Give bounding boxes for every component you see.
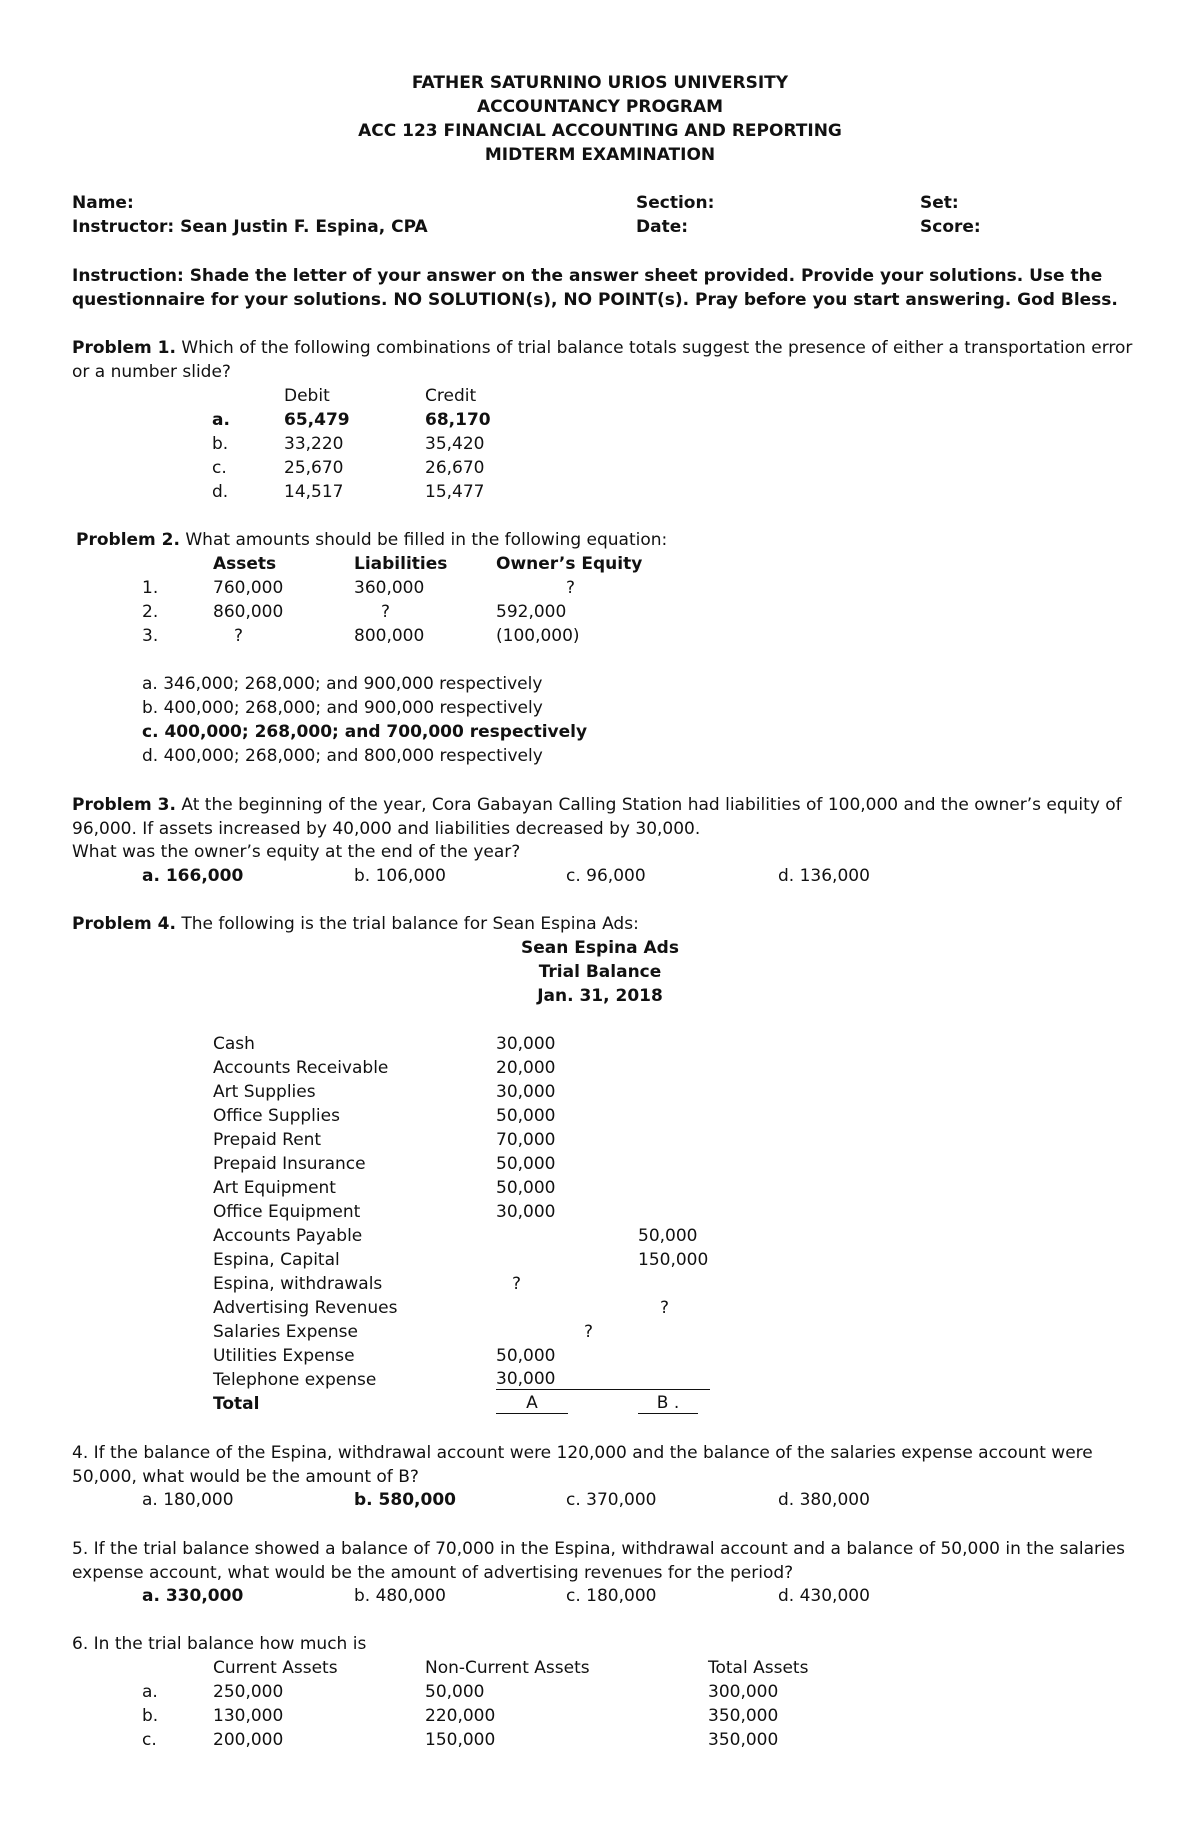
q6-row-total: 350,000 (708, 1706, 779, 1726)
tb-account-debit: 30,000 (496, 1202, 556, 1222)
problem-3-text (72, 793, 1142, 841)
tb-account-debit: ? (512, 1274, 522, 1294)
p1-row-credit: 35,420 (425, 434, 485, 454)
p1-row-letter: a. (212, 410, 230, 430)
problem-3-question: At the beginning of the year, Cora Gabayan Calling Station had liabilities of 100,000 and the owner’s equity of 96,000. If assets increased by 40,000 and liabilities decreased by 30,000. (72, 795, 1122, 839)
p2-equity-header: Owner’s Equity (496, 554, 643, 574)
p1-row-letter: d. (212, 482, 229, 502)
problem-2-label: Problem 2. (76, 530, 180, 550)
problem-1-question: Which of the following combinations of trial balance totals suggest the presence of either a transportation error or a number slide? (72, 338, 1133, 382)
p1-row-debit: 33,220 (284, 434, 344, 454)
q6-row-letter: b. (142, 1706, 159, 1726)
tb-account-name: Utilities Expense (213, 1346, 355, 1366)
section-label: Section: (636, 193, 715, 213)
p1-row-credit: 15,477 (425, 482, 485, 502)
q4-choice: d. 380,000 (778, 1490, 870, 1510)
problem-4-question: The following is the trial balance for Sean Espina Ads: (175, 914, 639, 934)
q5-choice: d. 430,000 (778, 1586, 870, 1606)
p1-row-credit: 26,670 (425, 458, 485, 478)
p1-row-credit: 68,170 (425, 410, 491, 430)
tb-account-credit: 150,000 (638, 1250, 709, 1270)
question-5-text: 5. If the trial balance showed a balance of 70,000 in the Espina, withdrawal account and a balance of 50,000 in the salaries expense account, what would be the amount of advertising revenues for the period? (72, 1539, 1126, 1583)
tb-account-name: Advertising Revenues (213, 1298, 398, 1318)
q5-choice: c. 180,000 (566, 1586, 657, 1606)
p3-choice: d. 136,000 (778, 866, 870, 886)
tb-account-debit: 50,000 (496, 1106, 556, 1126)
question-6-text: 6. In the trial balance how much is (72, 1634, 367, 1654)
p1-row-debit: 65,479 (284, 410, 350, 430)
tb-account-name: Telephone expense (213, 1370, 377, 1390)
p2-row-equity: (100,000) (496, 626, 580, 646)
q6-row-noncurrent: 50,000 (425, 1682, 485, 1702)
tb-account-name: Prepaid Insurance (213, 1154, 366, 1174)
question-4-text: 4. If the balance of the Espina, withdrawal account were 120,000 and the balance of the salaries expense account were 50,000, what would be the amount of B? (72, 1443, 1093, 1487)
p2-row-liab: ? (381, 602, 391, 622)
tb-account-name: Prepaid Rent (213, 1130, 322, 1150)
p2-row-liab: 800,000 (354, 626, 425, 646)
q5-choice: a. 330,000 (142, 1586, 244, 1606)
p2-assets-header: Assets (213, 554, 277, 574)
q6-total-header: Total Assets (708, 1658, 809, 1678)
problem-1-text (72, 336, 1142, 384)
q5-choice: b. 480,000 (354, 1586, 446, 1606)
q6-noncurrent-header: Non-Current Assets (425, 1658, 590, 1678)
q4-choice: b. 580,000 (354, 1490, 456, 1510)
q6-row-letter: a. (142, 1682, 158, 1702)
q6-row-noncurrent: 150,000 (425, 1730, 496, 1750)
q4-choice: a. 180,000 (142, 1490, 234, 1510)
tb-total-label: Total (213, 1394, 260, 1414)
p2-row-equity: 592,000 (496, 602, 567, 622)
p2-row-num: 2. (142, 602, 159, 622)
q6-row-current: 200,000 (213, 1730, 284, 1750)
exam-title: MIDTERM EXAMINATION (484, 145, 716, 165)
p3-choice: c. 96,000 (566, 866, 646, 886)
q6-row-letter: c. (142, 1730, 157, 1750)
q6-row-current: 250,000 (213, 1682, 284, 1702)
q6-row-noncurrent: 220,000 (425, 1706, 496, 1726)
p2-choice: b. 400,000; 268,000; and 900,000 respectively (142, 698, 543, 718)
problem-2-question: What amounts should be filled in the following equation: (179, 530, 668, 550)
tb-account-debit: 20,000 (496, 1058, 556, 1078)
tb-account-name: Art Equipment (213, 1178, 336, 1198)
tb-account-name: Salaries Expense (213, 1322, 358, 1342)
tb-date: Jan. 31, 2018 (537, 986, 663, 1006)
tb-total-b: B . (638, 1393, 698, 1414)
tb-account-name: Cash (213, 1034, 255, 1054)
instruction-text: Instruction: Shade the letter of your answer on the answer sheet provided. Provide your solutions. Use the questionnaire for your solutions. NO SOLUTION(s), NO POINT(s). Pray before you start answering. God Bless. (72, 266, 1118, 310)
program-name: ACCOUNTANCY PROGRAM (476, 97, 724, 117)
p2-row-num: 3. (142, 626, 159, 646)
p2-row-num: 1. (142, 578, 159, 598)
score-label: Score: (920, 217, 981, 237)
tb-title: Sean Espina Ads (521, 938, 679, 958)
tb-account-name: Accounts Payable (213, 1226, 363, 1246)
problem-3-prompt: What was the owner’s equity at the end of the year? (72, 842, 521, 862)
tb-account-name: Accounts Receivable (213, 1058, 389, 1078)
problem-3-label: Problem 3. (72, 795, 176, 815)
tb-account-debit: 50,000 (496, 1346, 556, 1366)
p1-row-letter: b. (212, 434, 229, 454)
p1-credit-header: Credit (425, 386, 477, 406)
p1-row-debit: 14,517 (284, 482, 344, 502)
tb-account-name: Art Supplies (213, 1082, 316, 1102)
p2-row-liab: 360,000 (354, 578, 425, 598)
tb-account-mid: ? (584, 1322, 594, 1342)
p1-row-letter: c. (212, 458, 227, 478)
p2-row-equity: ? (566, 578, 576, 598)
p3-choice: b. 106,000 (354, 866, 446, 886)
p3-choice: a. 166,000 (142, 866, 244, 886)
p1-row-debit: 25,670 (284, 458, 344, 478)
problem-1-label: Problem 1. (72, 338, 176, 358)
tb-total-a: A (496, 1393, 568, 1414)
tb-account-debit: 30,000 (496, 1369, 710, 1390)
course-title: ACC 123 FINANCIAL ACCOUNTING AND REPORTING (358, 121, 842, 141)
p2-choice: c. 400,000; 268,000; and 700,000 respectively (142, 722, 588, 742)
p2-row-assets: ? (234, 626, 244, 646)
name-label: Name: (72, 193, 134, 213)
problem-2-text (76, 529, 667, 551)
p1-debit-header: Debit (284, 386, 330, 406)
tb-account-name: Espina, Capital (213, 1250, 340, 1270)
university-name: FATHER SATURNINO URIOS UNIVERSITY (411, 73, 789, 93)
set-label: Set: (920, 193, 959, 213)
q6-row-total: 300,000 (708, 1682, 779, 1702)
problem-4-text (72, 913, 639, 935)
tb-account-credit: ? (660, 1298, 670, 1318)
tb-account-debit: 30,000 (496, 1034, 556, 1054)
problem-4-label: Problem 4. (72, 914, 176, 934)
q6-row-current: 130,000 (213, 1706, 284, 1726)
date-label: Date: (636, 217, 689, 237)
p2-choice: a. 346,000; 268,000; and 900,000 respectively (142, 674, 543, 694)
tb-account-debit: 50,000 (496, 1154, 556, 1174)
tb-account-name: Office Equipment (213, 1202, 361, 1222)
tb-account-name: Office Supplies (213, 1106, 340, 1126)
tb-account-credit: 50,000 (638, 1226, 698, 1246)
tb-account-debit: 30,000 (496, 1082, 556, 1102)
q6-current-header: Current Assets (213, 1658, 338, 1678)
tb-account-name: Espina, withdrawals (213, 1274, 383, 1294)
tb-subtitle: Trial Balance (538, 962, 662, 982)
tb-account-debit: 70,000 (496, 1130, 556, 1150)
instructor-label: Instructor: Sean Justin F. Espina, CPA (72, 217, 428, 237)
tb-account-debit: 50,000 (496, 1178, 556, 1198)
q4-choice: c. 370,000 (566, 1490, 657, 1510)
p2-row-assets: 860,000 (213, 602, 284, 622)
p2-row-assets: 760,000 (213, 578, 284, 598)
p2-choice: d. 400,000; 268,000; and 800,000 respectively (142, 746, 543, 766)
q6-row-total: 350,000 (708, 1730, 779, 1750)
p2-liabilities-header: Liabilities (354, 554, 448, 574)
